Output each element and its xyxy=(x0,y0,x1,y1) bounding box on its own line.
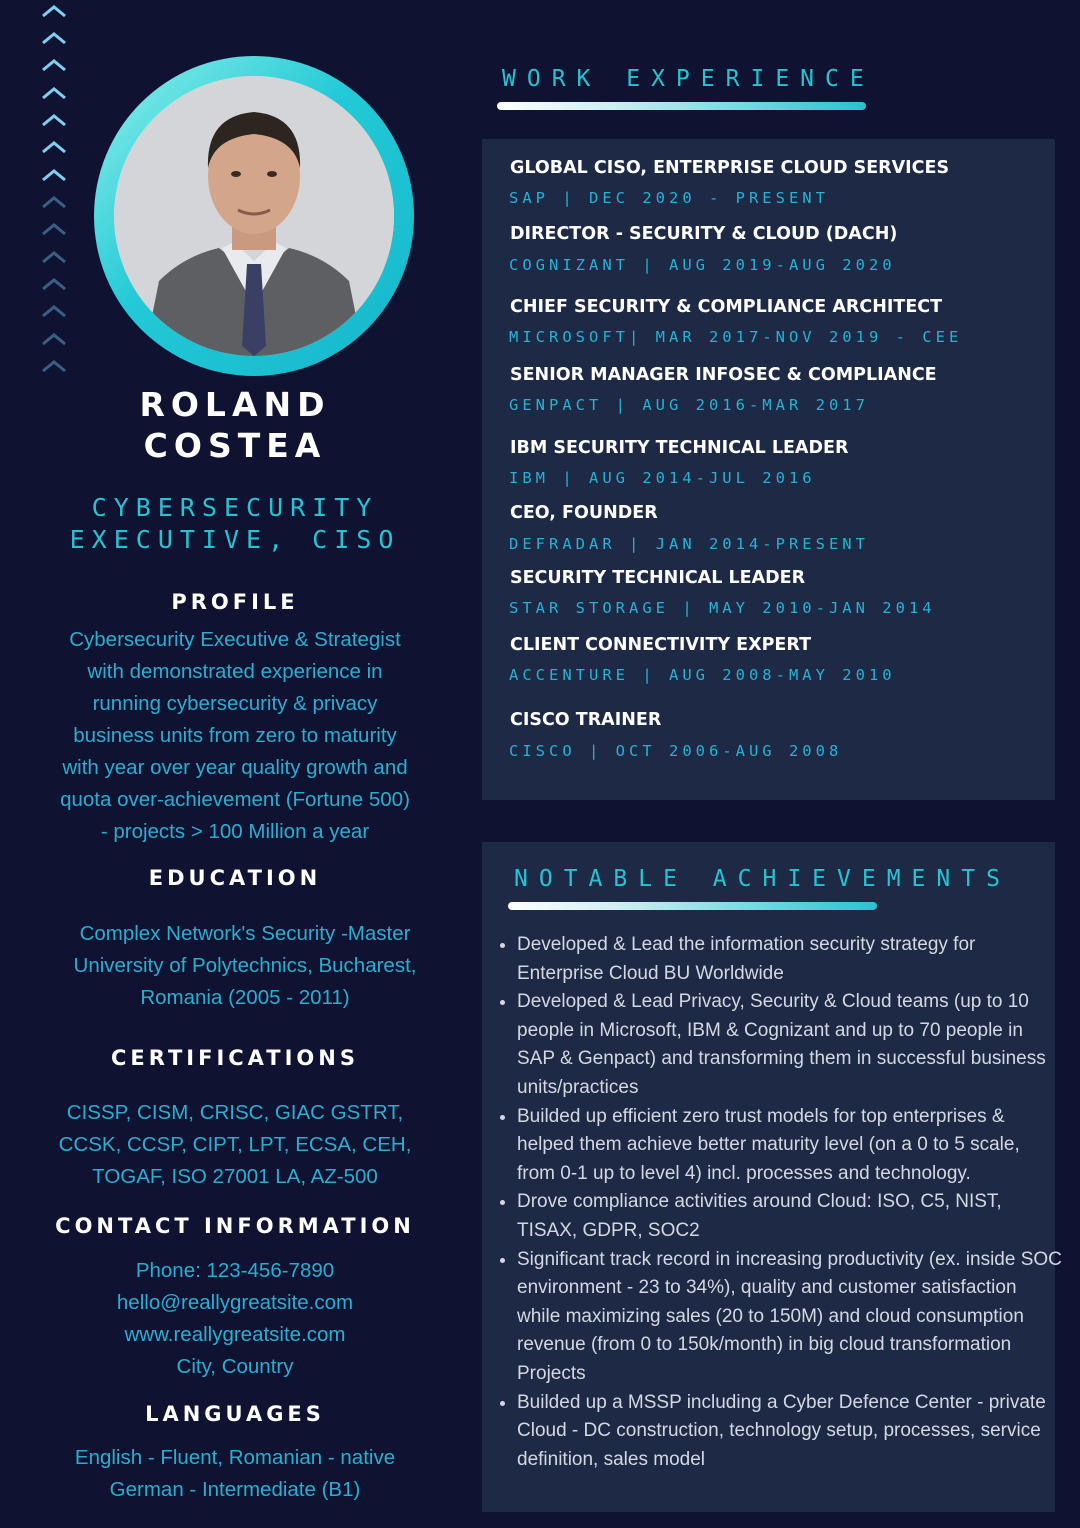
contact-heading: CONTACT INFORMATION xyxy=(55,1214,415,1238)
education-text xyxy=(40,918,450,1014)
chevron-up-icon xyxy=(40,359,68,373)
job-title: SENIOR MANAGER INFOSEC & COMPLIANCE xyxy=(510,365,937,385)
person-last-name: COSTEA xyxy=(143,426,327,465)
person-first-name: ROLAND xyxy=(139,385,331,424)
job-meta: MICROSOFT| MAR 2017-NOV 2019 - CEE xyxy=(509,328,963,346)
job-role-line2: EXECUTIVE, CISO xyxy=(69,525,401,554)
job-title: CHIEF SECURITY & COMPLIANCE ARCHITECT xyxy=(510,297,943,317)
chevron-up-icon xyxy=(40,31,68,45)
certifications-text xyxy=(30,1097,440,1193)
education-line: University of Polytechnics, Bucharest, xyxy=(73,954,417,977)
job-meta: DEFRADAR | JAN 2014-PRESENT xyxy=(509,535,869,553)
job-title: CLIENT CONNECTIVITY EXPERT xyxy=(510,635,812,655)
achievement-item: • Drove compliance activities around Cloud: ISO, C5, NIST, TISAX, GDPR, SOC2 xyxy=(517,1188,1062,1245)
work-experience-heading: WORK EXPERIENCE xyxy=(502,66,875,92)
achievements-underline xyxy=(508,902,877,910)
achievement-item: • Developed & Lead Privacy, Security & Cloud teams (up to 10 people in Microsoft, IBM & Cognizant and up to 70 people in SAP & Genpact) and transforming them in successful business units/practices xyxy=(517,988,1062,1102)
job-title: SECURITY TECHNICAL LEADER xyxy=(510,568,806,588)
contact-location: City, Country xyxy=(176,1355,294,1378)
education-line: Complex Network's Security -Master xyxy=(79,922,411,945)
achievements-list xyxy=(495,931,1062,1474)
languages-line: German - Intermediate (B1) xyxy=(109,1478,361,1501)
chevron-up-icon xyxy=(40,222,68,236)
education-line: Romania (2005 - 2011) xyxy=(140,986,350,1009)
profile-line: Cybersecurity Executive & Strategist xyxy=(69,628,401,651)
contact-text xyxy=(30,1255,440,1383)
job-meta: IBM | AUG 2014-JUL 2016 xyxy=(509,469,816,487)
job-title: CISCO TRAINER xyxy=(510,710,662,730)
job-title: CEO, FOUNDER xyxy=(510,503,658,523)
contact-phone: Phone: 123-456-7890 xyxy=(135,1259,335,1282)
languages-heading: LANGUAGES xyxy=(145,1402,325,1426)
profile-photo-ring xyxy=(94,56,414,376)
chevron-up-icon xyxy=(40,304,68,318)
achievements-heading: NOTABLE ACHIEVEMENTS xyxy=(514,866,1011,892)
education-heading: EDUCATION xyxy=(148,866,322,890)
profile-photo xyxy=(114,76,394,356)
achievement-item: • Significant track record in increasing productivity (ex. inside SOC environment - 23 to 34%), quality and customer satisfaction while maximizing sales (20 to 150M) and cloud consumption revenue (from 0 to 150k/month) in big cloud transformation Projects xyxy=(517,1246,1062,1389)
contact-email[interactable]: hello@reallygreatsite.com xyxy=(116,1291,354,1314)
achievement-item: • Builded up a MSSP including a Cyber Defence Center - private Cloud - DC construction, technology setup, processes, service definition, sales model xyxy=(517,1389,1062,1475)
contact-website[interactable]: www.reallygreatsite.com xyxy=(124,1323,346,1346)
job-title: GLOBAL CISO, ENTERPRISE CLOUD SERVICES xyxy=(510,158,950,178)
profile-line: with demonstrated experience in xyxy=(87,660,383,683)
job-meta: CISCO | OCT 2006-AUG 2008 xyxy=(509,742,843,760)
job-meta: ACCENTURE | AUG 2008-MAY 2010 xyxy=(509,666,896,684)
certifications-heading: CERTIFICATIONS xyxy=(110,1046,359,1070)
job-title: DIRECTOR - SECURITY & CLOUD (DACH) xyxy=(510,224,898,244)
profile-line: quota over-achievement (Fortune 500) xyxy=(60,788,410,811)
chevron-up-icon xyxy=(40,277,68,291)
chevron-up-icon xyxy=(40,58,68,72)
chevron-up-icon xyxy=(40,113,68,127)
job-title: IBM SECURITY TECHNICAL LEADER xyxy=(510,438,849,458)
profile-text xyxy=(30,624,440,848)
achievement-item: • Builded up efficient zero trust models for top enterprises & helped them achieve better maturity level (on a 0 to 5 scale, from 0-1 up to level 4) incl. processes and technology. xyxy=(517,1103,1062,1189)
work-experience-underline xyxy=(497,102,866,110)
job-meta: GENPACT | AUG 2016-MAR 2017 xyxy=(509,396,869,414)
chevron-up-icon xyxy=(40,250,68,264)
certifications-line: CCSK, CCSP, CIPT, LPT, ECSA, CEH, xyxy=(58,1133,412,1156)
chevron-up-icon xyxy=(40,4,68,18)
profile-heading: PROFILE xyxy=(171,590,299,614)
chevron-up-icon xyxy=(40,195,68,209)
job-meta: STAR STORAGE | MAY 2010-JAN 2014 xyxy=(509,599,936,617)
profile-line: with year over year quality growth and xyxy=(62,756,408,779)
languages-line: English - Fluent, Romanian - native xyxy=(74,1446,396,1469)
chevron-up-icon xyxy=(40,86,68,100)
job-role-line1: CYBERSECURITY xyxy=(91,493,379,522)
languages-text xyxy=(30,1442,440,1506)
job-meta: SAP | DEC 2020 - PRESENT xyxy=(509,189,829,207)
profile-line: running cybersecurity & privacy xyxy=(92,692,378,715)
chevron-up-icon xyxy=(40,140,68,154)
achievement-item: • Developed & Lead the information security strategy for Enterprise Cloud BU Worldwide xyxy=(517,931,1062,988)
profile-line: - projects > 100 Million a year xyxy=(100,820,370,843)
chevron-up-icon xyxy=(40,332,68,346)
certifications-line: TOGAF, ISO 27001 LA, AZ-500 xyxy=(92,1165,378,1188)
chevron-up-icon xyxy=(40,168,68,182)
certifications-line: CISSP, CISM, CRISC, GIAC GSTRT, xyxy=(66,1101,404,1124)
profile-line: business units from zero to maturity xyxy=(73,724,397,747)
job-meta: COGNIZANT | AUG 2019-AUG 2020 xyxy=(509,256,896,274)
